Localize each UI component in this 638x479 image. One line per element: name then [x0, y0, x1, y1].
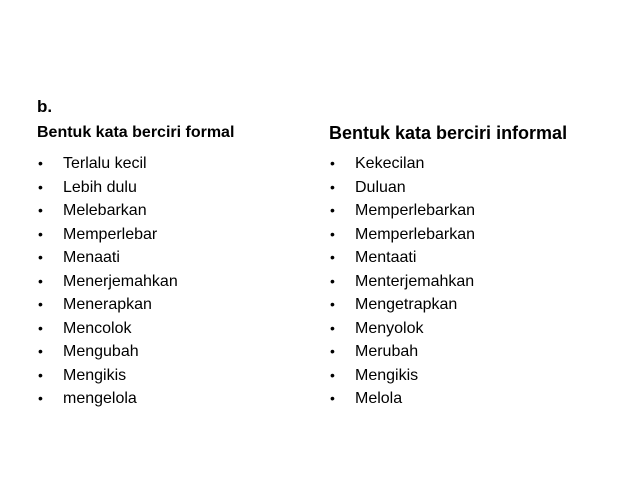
list-item: [37, 270, 307, 294]
bullet-icon: •: [330, 296, 335, 312]
bullet-icon: •: [38, 178, 43, 195]
bullet-icon: •: [330, 155, 335, 171]
list-item: [37, 152, 307, 176]
bullet-icon: •: [38, 225, 43, 242]
bullet-icon: •: [330, 178, 335, 195]
list-item: [329, 270, 619, 294]
bullet-icon: •: [38, 296, 43, 312]
list-item: [37, 293, 307, 317]
list-item: [37, 340, 307, 364]
section-label: b.: [37, 97, 53, 116]
list-item: [329, 364, 619, 388]
informal-column: [329, 122, 619, 411]
informal-item-text: Kekecilan: [355, 155, 425, 172]
bullet-icon: •: [38, 272, 43, 289]
list-item: [37, 176, 307, 200]
bullet-icon: •: [38, 343, 43, 359]
list-item: [329, 387, 619, 411]
informal-item-text: Mengetrapkan: [355, 296, 458, 313]
bullet-icon: •: [330, 390, 335, 406]
formal-item-text: Melebarkan: [63, 202, 147, 219]
bullet-icon: •: [330, 366, 335, 383]
list-item: [37, 199, 307, 223]
list-item: [329, 317, 619, 341]
list-item: [37, 246, 307, 270]
bullet-icon: •: [330, 249, 335, 265]
informal-heading: Bentuk kata berciri informal: [329, 123, 568, 143]
formal-heading: Bentuk kata berciri formal: [37, 124, 235, 141]
bullet-icon: •: [38, 202, 43, 218]
list-item: [37, 387, 307, 411]
formal-list: [37, 152, 307, 411]
list-item: [329, 340, 619, 364]
list-item: [329, 199, 619, 223]
formal-item-text: Mencolok: [63, 319, 132, 337]
bullet-icon: •: [330, 202, 335, 218]
list-item: [37, 364, 307, 388]
informal-item-text: Duluan: [355, 178, 406, 196]
formal-column: [37, 123, 307, 411]
list-item: [329, 293, 619, 317]
bullet-icon: •: [330, 343, 335, 359]
bullet-icon: •: [38, 155, 43, 171]
bullet-icon: •: [330, 225, 335, 242]
formal-item-text: Menaati: [63, 249, 120, 266]
bullet-icon: •: [38, 390, 43, 406]
bullet-icon: •: [38, 366, 43, 383]
formal-item-text: mengelola: [63, 390, 137, 407]
list-item: [329, 246, 619, 270]
bullet-icon: •: [38, 249, 43, 265]
informal-item-text: Memperlebarkan: [355, 202, 476, 219]
list-item: [37, 223, 307, 247]
formal-item-text: Menerjemahkan: [63, 272, 178, 290]
formal-item-text: Lebih dulu: [63, 178, 137, 196]
informal-item-text: Mengikis: [355, 366, 419, 384]
bullet-icon: •: [330, 272, 335, 289]
informal-item-text: Memperlebarkan: [355, 225, 476, 243]
formal-item-text: Mengikis: [63, 366, 127, 384]
formal-item-text: Memperlebar: [63, 225, 158, 243]
formal-item-text: Mengubah: [63, 343, 139, 360]
bullet-icon: •: [38, 319, 43, 336]
list-item: [329, 223, 619, 247]
informal-list: [329, 152, 619, 411]
list-item: [329, 176, 619, 200]
formal-item-text: Menerapkan: [63, 296, 152, 313]
list-item: [329, 152, 619, 176]
list-item: [37, 317, 307, 341]
bullet-icon: •: [330, 319, 335, 336]
informal-item-text: Menyolok: [355, 319, 424, 337]
formal-item-text: Terlalu kecil: [63, 155, 147, 172]
informal-item-text: Mentaati: [355, 249, 417, 266]
informal-item-text: Melola: [355, 390, 403, 407]
informal-item-text: Merubah: [355, 343, 419, 360]
informal-item-text: Menterjemahkan: [355, 272, 475, 290]
